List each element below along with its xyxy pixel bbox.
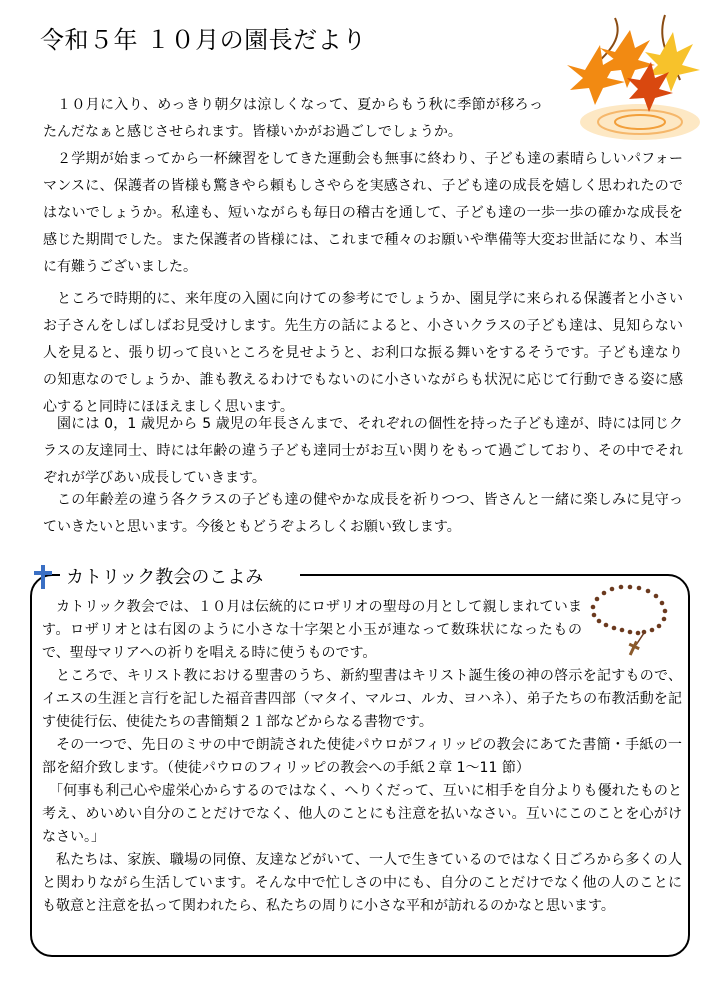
section-paragraph-5: 私たちは、家族、職場の同僚、友達などがいて、一人で生きているのではなく日ごろから多くの人と関わりながら生活しています。そんな中で忙しさの中にも、自分のことだけでなく他の人のことにも敬意と注意を払って関われたら、私たちの周りに小さな平和が訪れるのかなと思います。 [42, 852, 682, 914]
cross-icon [33, 565, 53, 589]
paragraph-3: ところで時期的に、来年度の入園に向けての参考にでしょうか、園見学に来られる保護者と小さいお子さんをしばしばお見受けします。先生方の話によると、小さいクラスの子ども達は、見知らない人を見ると、張り切って良いところを見せようと、お利口な振る舞いをするそうです。子ども達なりの知恵なのでしょうか、誰も教えるわけでもないのに小さいながらも状況に応じて行動できる姿に感心すると同時にほほえましく思います。 [43, 291, 683, 415]
autumn-maple-leaves-icon [545, 10, 710, 150]
paragraph-4: 園には 0，1 歳児から 5 歳児の年長さんまで、それぞれの個性を持った子ども達が、時には同じクラスの友達同士、時には年齢の違う子ども達同士がお互い関りをもって過ごしており、その中でそれぞれが学びあい成長していきます。 [43, 416, 683, 486]
paragraph-5: この年齢差の違う各クラスの子ども達の健やかな成長を祈りつつ、皆さんと一緒に楽しみに見守っていきたいと思います。今後ともどうぞよろしくお願い致します。 [43, 492, 683, 535]
section-paragraph-1: カトリック教会では、１０月は伝統的にロザリオの聖母の月として親しまれています。ロザリオとは右図のように小さな十字架と小玉が連なって数珠状になったもので、聖母マリアへの祈りを唱える時に使うものです。 [42, 599, 582, 661]
paragraph-1: １０月に入り、めっきり朝夕は涼しくなって、夏からもう秋に季節が移ろったんだなぁと感じさせられます。皆様いかがお過ごしでしょうか。 [43, 97, 543, 140]
section-quote: 「何事も利己心や虚栄心からするのではなく、へりくだって、互いに相手を自分よりも優れたものと考え、めいめい自分のことだけでなく、他人のことにも注意を払いなさい。互いにこのことを心がけなさい。」 [42, 783, 682, 845]
section-paragraph-3: その一つで、先日のミサの中で朗読された使徒パウロがフィリッピの教会にあてた書簡・手紙の一部を紹介致します。（使徒パウロのフィリッピの教会への手紙２章 1～11 節） [42, 737, 682, 776]
page-title: 令和５年 １０月の園長だより [40, 26, 367, 54]
paragraph-2: ２学期が始まってから一杯練習をしてきた運動会も無事に終わり、子ども達の素晴らしいパフォーマンスに、保護者の皆様も驚きやら頼もしさやらを実感され、子ども達の成長を嬉しく思われたのではないでしょうか。私達も、短いながらも毎日の稽古を通して、子ども達の一歩一歩の確かな成長を感じた期間でした。また保護者の皆様には、これまで種々のお願いや準備等大変お世話になり、本当に有難うございました。 [43, 151, 683, 275]
section-paragraph-2: ところで、キリスト教における聖書のうち、新約聖書はキリスト誕生後の神の啓示を記すもので、イエスの生涯と言行を記した福音書四部（マタイ、マルコ、ルカ、ヨハネ）、弟子たちの布教活動を記す使徒行伝、使徒たちの書簡類２１部などからなる書物です。 [42, 668, 682, 730]
section-title: カトリック教会のこよみ [66, 563, 269, 589]
rosary-icon [584, 583, 674, 658]
